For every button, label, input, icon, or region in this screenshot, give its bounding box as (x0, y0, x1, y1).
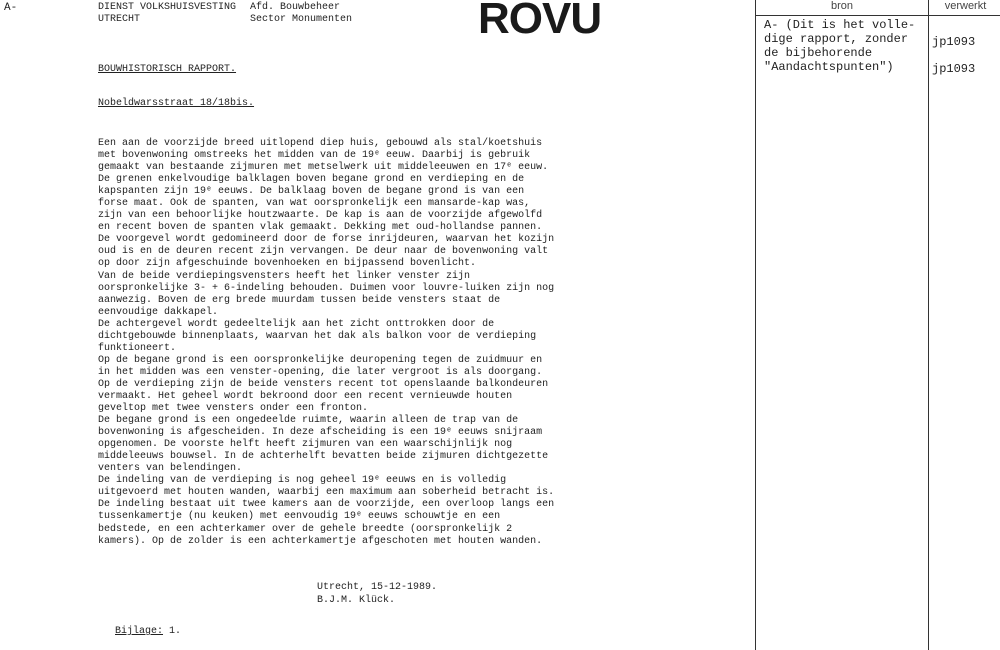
body-line: oorspronkelijke 3- + 6-indeling behouden. Duimen voor louvre-luiken zijn nog (98, 282, 555, 294)
body-line: tussenkamertje (nu keuken) met eenvoudig 19ᵉ eeuws schouwtje en een (98, 511, 501, 523)
body-line: aanwezig. Boven de erg brede muurdam tussen beide vensters staat de (98, 294, 501, 306)
body-line: middeleeuws bouwsel. In de achterhelft bevatten beide zijmuren dichtgezette (98, 451, 549, 463)
attachment-count: 1. (163, 626, 182, 637)
body-line: vermaakt. Het geheel wordt bekroond door een recent vernieuwde houten (98, 390, 513, 402)
source-table-header (756, 0, 1000, 16)
department-line2: Sector Monumenten (250, 14, 353, 25)
body-line: gemaakt van bestaande zijmuren met metselwerk uit middeleeuwen en 17ᵉ eeuw. (98, 162, 549, 174)
attachment-note (115, 626, 181, 638)
body-line: met bovenwoning omstreeks het midden van de 19ᵉ eeuw. Daarbij is gebruik (98, 150, 531, 162)
place-date: Utrecht, 15-12-1989. (317, 582, 438, 593)
header-verwerkt: verwerkt (944, 0, 987, 12)
body-line: De achtergevel wordt gedeeltelijk aan het zicht onttrokken door de (98, 318, 495, 330)
address-heading: Nobeldwarsstraat 18/18bis. (98, 98, 255, 109)
body-line: Op de begane grond is een oorspronkelijke deuropening tegen de zuidmuur en (98, 354, 543, 366)
column-divider (928, 0, 929, 650)
body-line: oud is en de deuren recent zijn vervangen. De deur naar de bovenwoning valt (98, 246, 549, 258)
body-line: Van de beide verdiepingsvensters heeft het linker venster zijn (98, 270, 471, 282)
body-line: De indeling bestaat uit twee kamers aan de voorzijde, een overloop langs een (98, 499, 555, 511)
report-title: BOUWHISTORISCH RAPPORT. (98, 64, 237, 75)
body-line: bovenwoning is afgescheiden. In deze afscheiding is een 19ᵉ eeuws snijraam (98, 427, 543, 439)
rovu-logo: ROVU (478, 0, 602, 43)
body-line: dichtgebouwde binnenplaats, waarvan het dak als balkon voor de verdieping (98, 330, 537, 342)
body-line: geveltop met twee vensters onder een fronton. (98, 403, 369, 415)
body-line: De begane grond is een ongedeelde ruimte, waarin alleen de trap van de (98, 415, 519, 427)
body-line: funktioneert. (98, 342, 177, 354)
org-name-line2: UTRECHT (98, 14, 141, 25)
department-line1: Afd. Bouwbeheer (250, 2, 341, 13)
body-line: De indeling van de verdieping is nog geheel 19ᵉ eeuws en is volledig (98, 475, 507, 487)
body-line: op door zijn afgeschuinde bovenhoeken en bijpassend bovenlicht. (98, 258, 477, 270)
body-line: kamers). Op de zolder is een achterkamertje afgeschoten met houten wanden. (98, 535, 543, 547)
verwerkt-entry: jp1093 (932, 35, 976, 49)
body-line: in het midden was een venster-opening, die later vergroot is als doorgang. (98, 366, 543, 378)
body-line: bedstede, en een achterkamer over de gehele breedte (oorspronkelijk 2 (98, 523, 513, 535)
margin-marker: A- (4, 2, 18, 14)
body-line: zijn van een behoorlijke houtzwaarte. De kap is aan de voorzijde afgewolfd (98, 210, 543, 222)
body-line: kapspanten zijn 19ᵉ eeuws. De balklaag boven de begane grond is van een (98, 186, 525, 198)
org-name-line1: DIENST VOLKSHUISVESTING (98, 2, 237, 13)
body-line: venters van belendingen. (98, 463, 243, 475)
body-line: opgenomen. De voorste helft heeft zijmuren van een waarschijnlijk nog (98, 439, 513, 451)
body-line: Een aan de voorzijde breed uitlopend diep huis, gebouwd als stal/koetshuis (98, 138, 543, 149)
body-line: uitgevoerd met houten wanden, waarbij een maximum aan soberheid betracht is. (98, 487, 555, 499)
body-line: Op de verdieping zijn de beide vensters recent tot openslaande balkondeuren (98, 378, 549, 390)
source-entry: A- (Dit is het volle- dige rapport, zonder de bijbehorende "Aandachtspunten") (764, 18, 916, 74)
body-line: De grenen enkelvoudige balklagen boven begane grond en verdieping en de (98, 174, 525, 186)
header-bron: bron (830, 0, 854, 12)
attachment-label: Bijlage: (115, 626, 164, 637)
body-line: forse maat. Ook de spanten, van wat oorspronkelijk een mansarde-kap was, (98, 198, 531, 210)
report-body (98, 138, 554, 548)
author-name: B.J.M. Klück. (317, 595, 396, 606)
body-line: De voorgevel wordt gedomineerd door de forse inrijdeuren, waarvan het kozijn (98, 234, 555, 246)
verwerkt-entry: jp1093 (932, 62, 976, 76)
body-line: eenvoudige dakkapel. (98, 306, 219, 318)
body-line: en recent boven de spanten vlak gemaakt. Dekking met oud-hollandse pannen. (98, 222, 543, 234)
source-table (755, 0, 1000, 650)
